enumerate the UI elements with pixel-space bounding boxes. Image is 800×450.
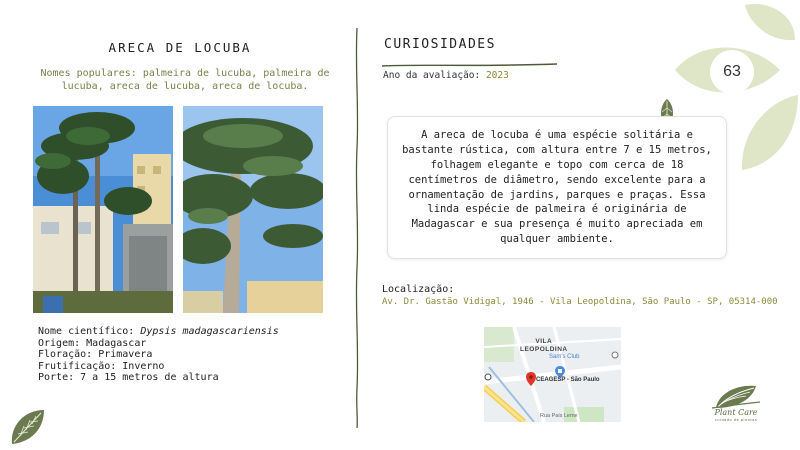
brand-tagline: cuidado de plantas xyxy=(714,418,758,422)
location-label: Localização: xyxy=(382,284,455,295)
map-poi-shop[interactable]: Sam's Club xyxy=(549,354,580,360)
map-district-line2: LEOPOLDINA xyxy=(520,345,568,353)
map-pin-icon[interactable] xyxy=(526,371,536,385)
map-poi-main[interactable]: CEAGESP - São Paulo xyxy=(536,377,600,383)
location-map[interactable] xyxy=(484,327,621,422)
plant-photo-palm-crown xyxy=(183,106,323,313)
page-number: 63 xyxy=(710,50,754,94)
title-underline xyxy=(382,53,557,59)
section-title: CURIOSIDADES xyxy=(384,37,496,52)
leaf-icon xyxy=(8,406,48,446)
fact-flowering: Floração: Primavera xyxy=(38,349,153,361)
evaluation-year-row xyxy=(383,70,509,81)
plant-photo-building xyxy=(33,106,173,313)
fact-fruiting: Frutificação: Inverno xyxy=(38,360,165,372)
location-address: Av. Dr. Gastão Vidigal, 1946 - Vila Leopoldina, São Paulo - SP, 05314-000 xyxy=(382,297,778,307)
scientific-name-label: Nome científico: xyxy=(38,326,141,337)
scientific-name-value: Dypsis madagascariensis xyxy=(140,326,279,337)
map-district-label xyxy=(520,338,568,353)
plant-title: ARECA DE LOCUBA xyxy=(108,40,252,55)
fact-size: Porte: 7 a 15 metros de altura xyxy=(38,372,219,384)
map-district-line1: VILA xyxy=(535,338,553,345)
popular-names: Nomes populares: palmeira de lucuba, palmeira de lucuba, areca de lucuba, areca de locuba. xyxy=(40,68,330,92)
brand-name: Plant Care xyxy=(714,408,758,417)
evaluation-label: Ano da avaliação: xyxy=(383,70,486,81)
shopping-bag-icon[interactable] xyxy=(555,363,565,375)
map-street-label: Rua Pais Leme xyxy=(540,413,578,419)
evaluation-year: 2023 xyxy=(485,70,509,81)
plant-facts xyxy=(38,326,338,384)
fact-origin: Origem: Madagascar xyxy=(38,337,147,349)
curiosity-text: A areca de locuba é uma espécie solitária e bastante rústica, com altura entre 7 e 15 metros, folhagem elegante e topo com cerca de 18 centímetros de diâmetro, sendo excelente para a ornamentação de jardins, parques e praças. Essa linda espécie de palmeira é originária de Madagascar e sua presença é muito apreciada em qualquer ambiente. xyxy=(402,128,712,246)
curiosity-card xyxy=(387,116,727,259)
page-divider xyxy=(352,28,362,428)
fact-scientific-name xyxy=(38,326,338,338)
